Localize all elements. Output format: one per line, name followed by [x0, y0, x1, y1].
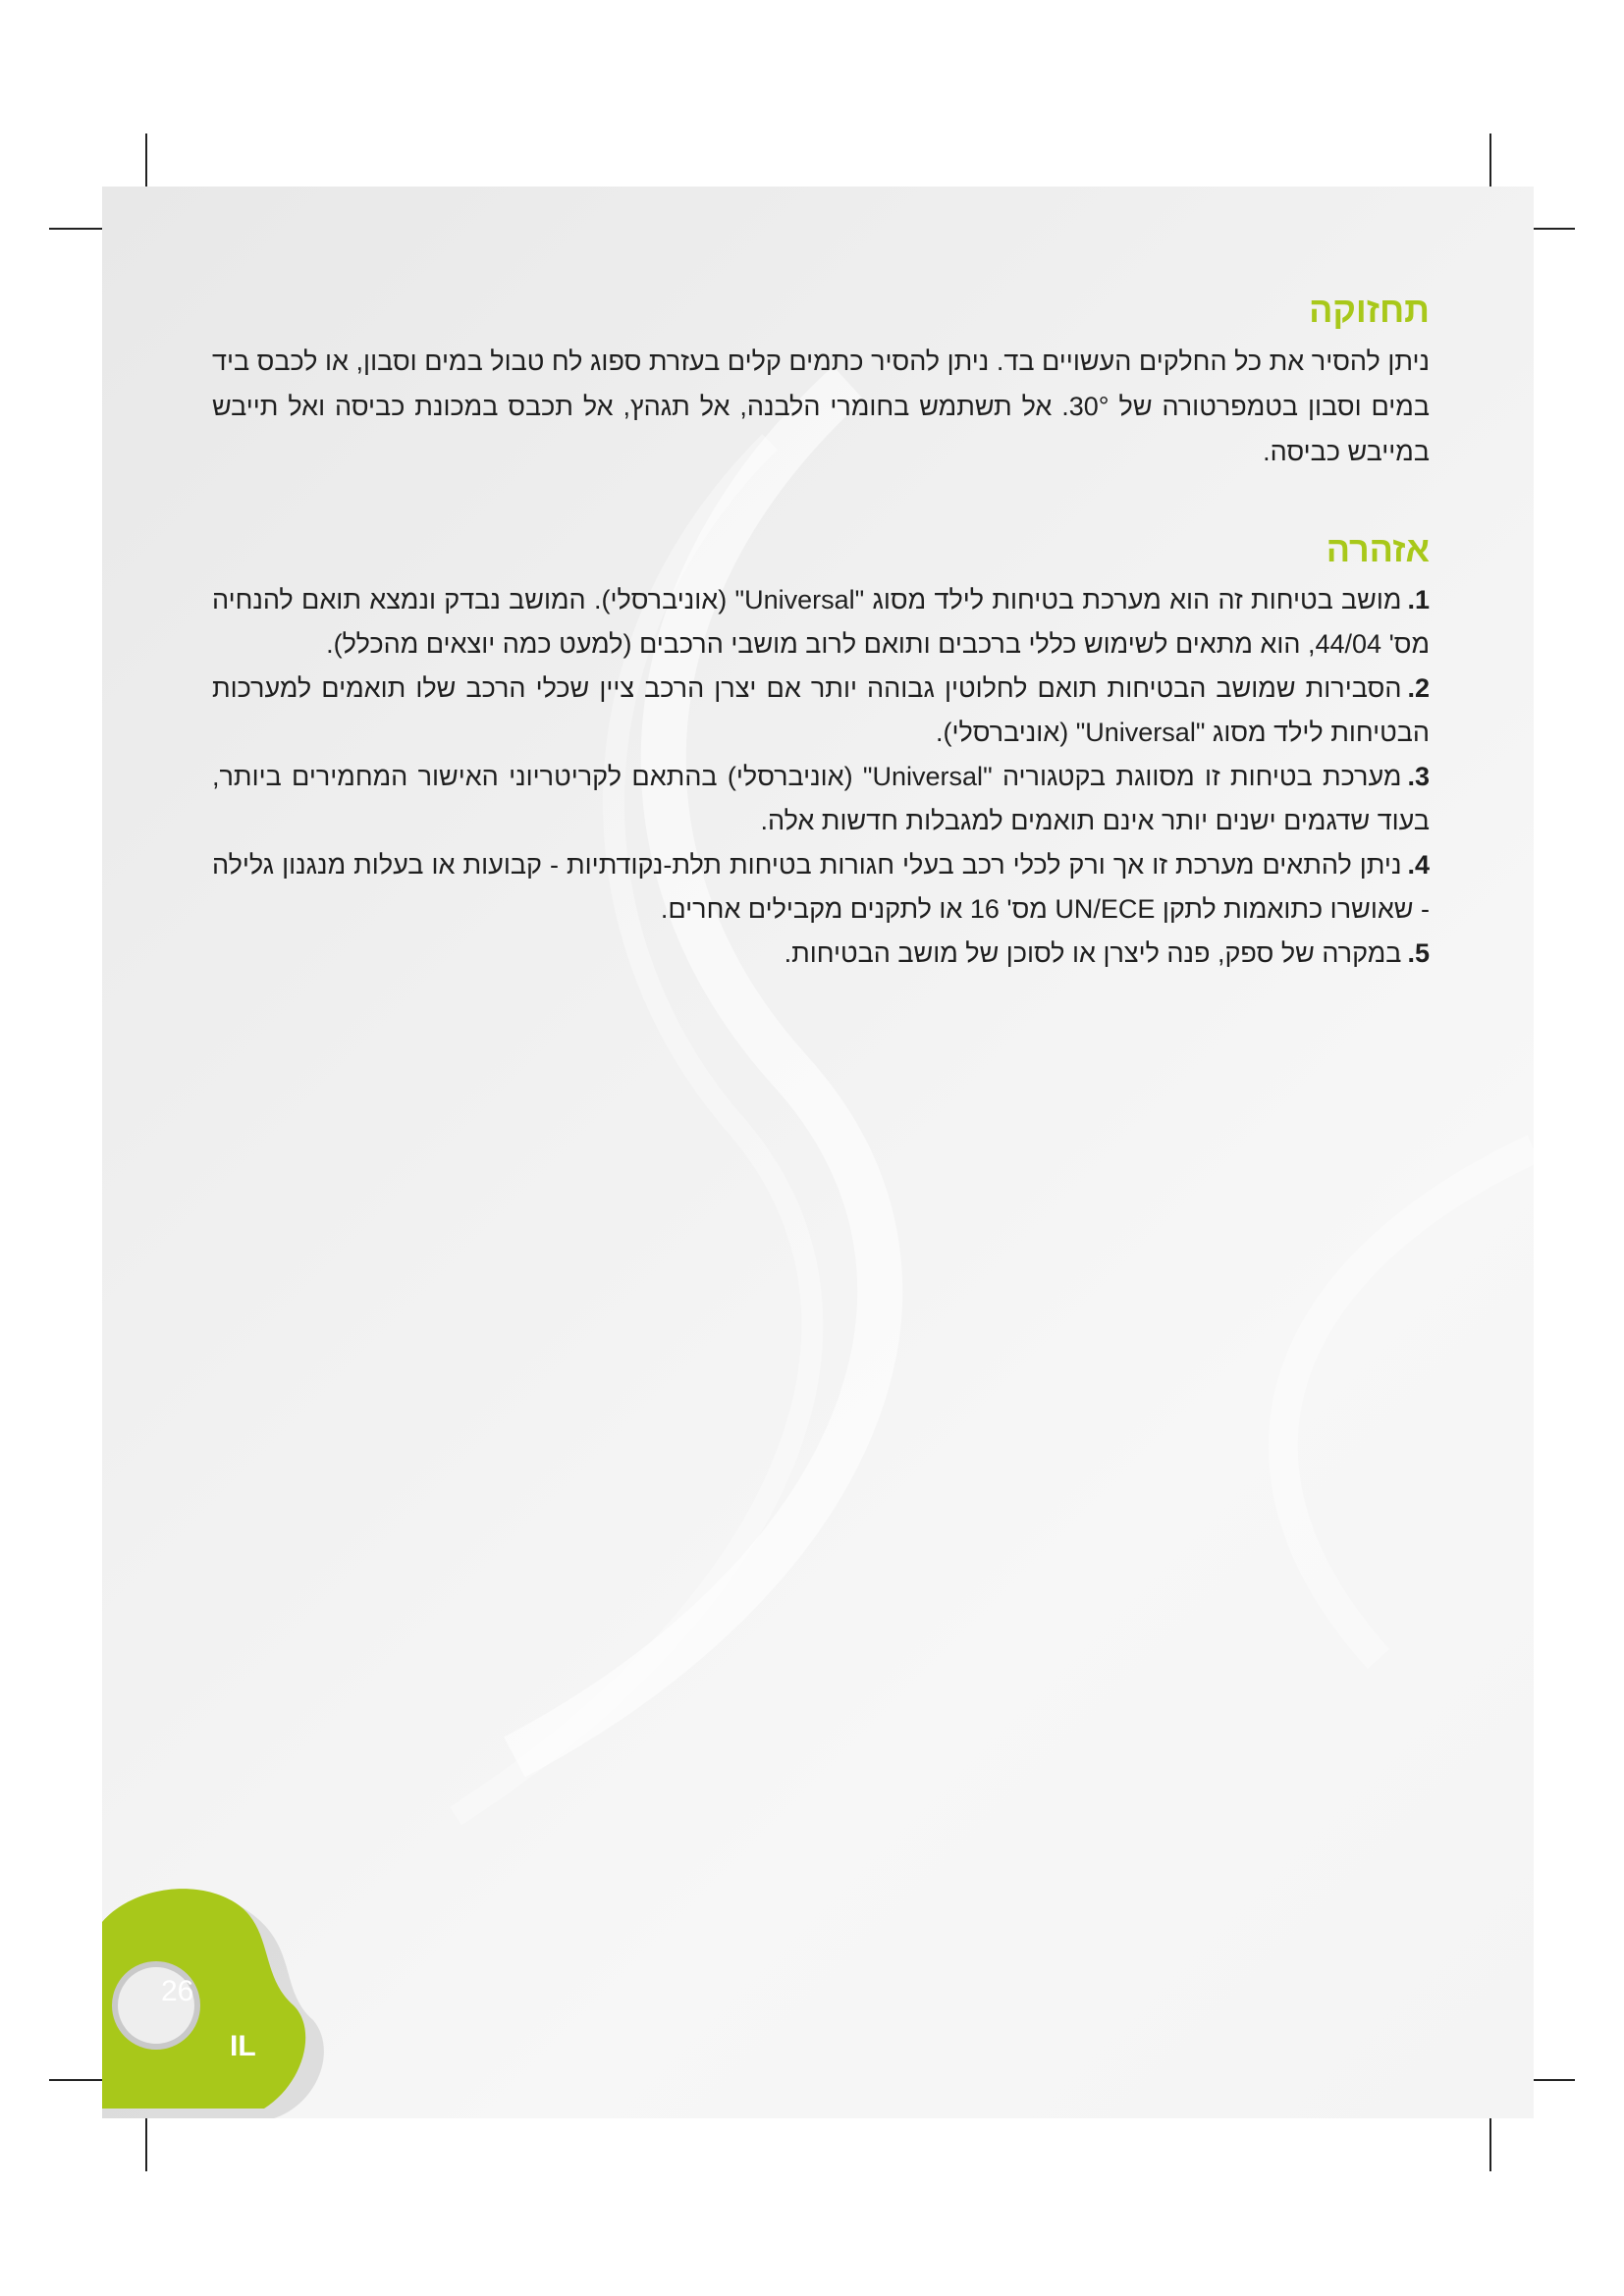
page-badge-shape [102, 1873, 328, 2118]
warning-item-number: 5. [1407, 938, 1430, 968]
manual-page [102, 187, 1534, 2118]
warning-item-1 [212, 578, 1430, 667]
warning-item-number: 4. [1407, 850, 1430, 880]
warning-item-number: 2. [1407, 673, 1430, 703]
language-code: IL [230, 2030, 256, 2062]
maintenance-heading: תחזוקה [1309, 290, 1430, 330]
warning-item-text: מערכת בטיחות זו מסווגת בקטגוריה "Universal" (אוניברסלי) בהתאם לקריטריוני האישור המחמירים ביותר, בעוד שדגמים ישנים יותר אינם תואמים למגבלות חדשות אלה. [212, 762, 1430, 835]
warning-item-5 [212, 932, 1430, 976]
maintenance-section [212, 290, 1430, 474]
warning-item-number: 3. [1407, 762, 1431, 791]
warning-section [212, 529, 1430, 976]
warning-item-4 [212, 843, 1430, 932]
warning-item-text: ניתן להתאים מערכת זו אך ורק לכלי רכב בעלי חגורות בטיחות תלת-נקודתיות - קבועות או בעלות מנגנון גלילה - שאושרו כתואמות לתקן UN/ECE מס' 16 או לתקנים מקבילים אחרים. [212, 850, 1430, 924]
warning-item-2 [212, 667, 1430, 755]
warning-list [212, 578, 1430, 976]
warning-item-text: מושב בטיחות זה הוא מערכת בטיחות לילד מסוג "Universal" (אוניברסלי). המושב נבדק ונמצא תואם להנחיה מס' 44/04, הוא מתאים לשימוש כללי ברכבים ותואם לרוב מושבי הרכבים (למעט כמה יוצאים מהכלל). [212, 585, 1430, 659]
page-content [212, 290, 1430, 976]
maintenance-text: ניתן להסיר את כל החלקים העשויים בד. ניתן להסיר כתמים קלים בעזרת ספוג לח טבול במים וסבון, או לכבס ביד במים וסבון בטמפרטורה של 30°. אל תשתמש בחומרי הלבנה, אל תגהץ, אל תכבס במכונת כביסה ואל תייבש במייבש כביסה. [212, 347, 1430, 466]
page-number: 26 [161, 1975, 194, 2007]
warning-item-number: 1. [1407, 585, 1431, 614]
warning-item-3 [212, 755, 1430, 843]
warning-heading: אזהרה [1326, 529, 1430, 569]
warning-item-text: הסבירות שמושב הבטיחות תואם לחלוטין גבוהה יותר אם יצרן הרכב ציין שכלי הרכב שלו תואמים למערכות הבטיחות לילד מסוג "Universal" (אוניברסלי). [212, 673, 1430, 747]
warning-item-text: במקרה של ספק, פנה ליצרן או לסוכן של מושב הבטיחות. [784, 938, 1402, 968]
